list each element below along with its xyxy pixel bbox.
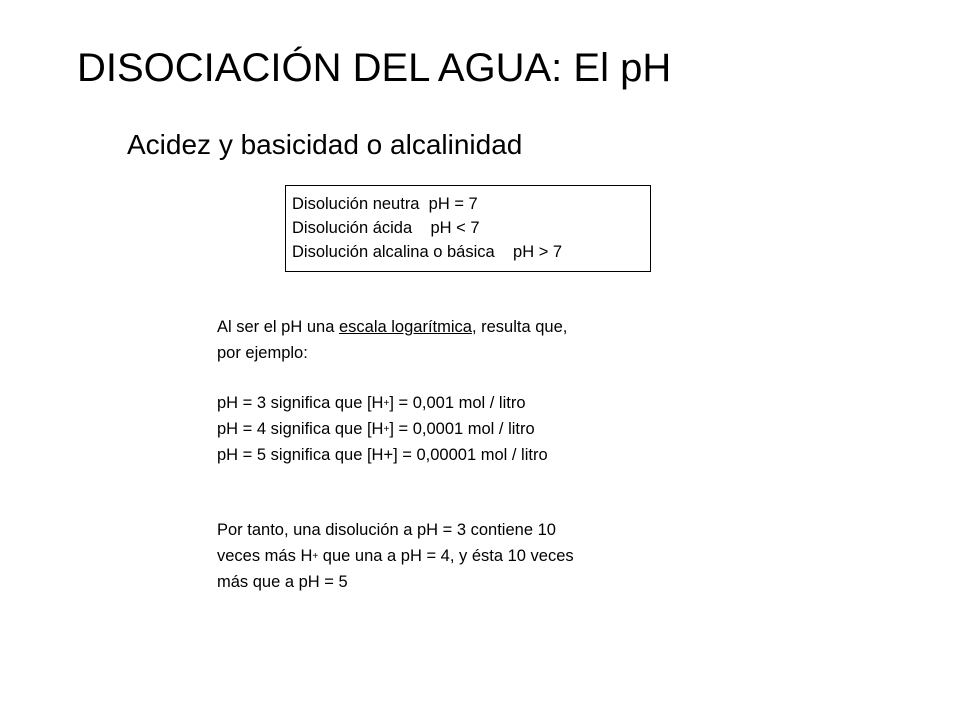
logarithmic-scale-term: escala logarítmica — [338, 318, 472, 336]
slide-subtitle: Acidez y basicidad o alcalinidad — [127, 129, 523, 160]
example-3-superscript: + — [383, 398, 390, 409]
intro-line-1 — [217, 314, 567, 340]
logarithmic-scale-paragraph — [217, 314, 567, 366]
intro-after: , resulta que, — [471, 318, 568, 336]
conclusion-line-2-after: que una a pH = 4, y ésta 10 veces — [318, 547, 574, 565]
example-3-after: ] = 0,001 mol / litro — [389, 394, 526, 412]
example-4-superscript: + — [383, 424, 390, 435]
example-4-after: ] = 0,0001 mol / litro — [389, 420, 535, 438]
ph-alkaline-line: Disolución alcalina o básica pH > 7 — [292, 243, 563, 261]
slide-title: DISOCIACIÓN DEL AGUA: El pH — [77, 46, 672, 90]
conclusion-line-2 — [217, 543, 574, 569]
ph-acidic-line: Disolución ácida pH < 7 — [292, 219, 480, 237]
conclusion-line-1: Por tanto, una disolución a pH = 3 contiene 10 — [217, 521, 556, 539]
conclusion-superscript: + — [312, 551, 319, 562]
conclusion-line-2-before: veces más H — [217, 547, 313, 565]
ph-examples — [217, 390, 548, 468]
conclusion-line-3: más que a pH = 5 — [217, 573, 348, 591]
ph-neutral-line: Disolución neutra pH = 7 — [292, 195, 478, 213]
ph-example-4 — [217, 416, 548, 442]
intro-before: Al ser el pH una — [217, 318, 339, 336]
ph-example-3 — [217, 390, 548, 416]
ph-classification-box — [285, 185, 651, 272]
conclusion-paragraph — [217, 517, 574, 595]
ph-example-5: pH = 5 significa que [H+] = 0,00001 mol / litro — [217, 446, 548, 464]
example-3-before: pH = 3 significa que [H — [217, 394, 384, 412]
example-4-before: pH = 4 significa que [H — [217, 420, 384, 438]
intro-line-2: por ejemplo: — [217, 344, 308, 362]
